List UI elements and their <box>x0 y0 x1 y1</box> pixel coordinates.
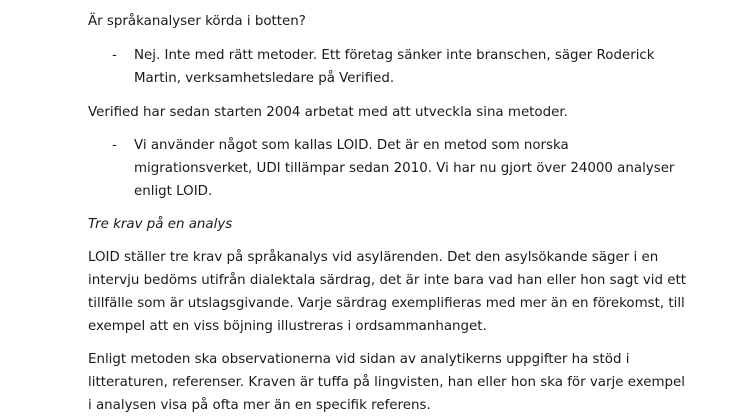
subheading: Tre krav på en analys <box>88 217 233 232</box>
quote1-dash: - <box>112 48 117 63</box>
question-heading: Är språkanalyser körda i botten? <box>88 14 306 29</box>
paragraph1-line: exempel att en viss böjning illustreras i ordsammanhanget. <box>88 319 487 334</box>
statement-paragraph: Verified har sedan starten 2004 arbetat med att utveckla sina metoder. <box>88 105 568 120</box>
quote2-dash: - <box>112 138 117 153</box>
paragraph2-line: litteraturen, referenser. Kraven är tuffa på lingvisten, han eller hon ska för varje exempel <box>88 375 685 390</box>
paragraph1-line: tillfälle som är utslagsgivande. Varje särdrag exemplifieras med mer än en förekomst, till <box>88 296 685 311</box>
paragraph2-line: Enligt metoden ska observationerna vid sidan av analytikerns uppgifter ha stöd i <box>88 352 630 367</box>
quote2-line: enligt LOID. <box>134 184 213 199</box>
quote2-line: migrationsverket, UDI tillämpar sedan 2010. Vi har nu gjort över 24000 analyser <box>134 161 675 176</box>
quote2-line: Vi använder något som kallas LOID. Det är en metod som norska <box>134 138 569 153</box>
quote1-line: Martin, verksamhetsledare på Verified. <box>134 71 395 86</box>
paragraph1-line: intervju bedöms utifrån dialektala särdrag, det är inte bara vad han eller hon sagt vid ett <box>88 273 686 288</box>
quote1-line: Nej. Inte med rätt metoder. Ett företag sänker inte branschen, säger Roderick <box>134 48 655 63</box>
paragraph1-line: LOID ställer tre krav på språkanalys vid asylärenden. Det den asylsökande säger i en <box>88 250 659 265</box>
paragraph2-line: i analysen visa på ofta mer än en specifik referens. <box>88 398 431 413</box>
